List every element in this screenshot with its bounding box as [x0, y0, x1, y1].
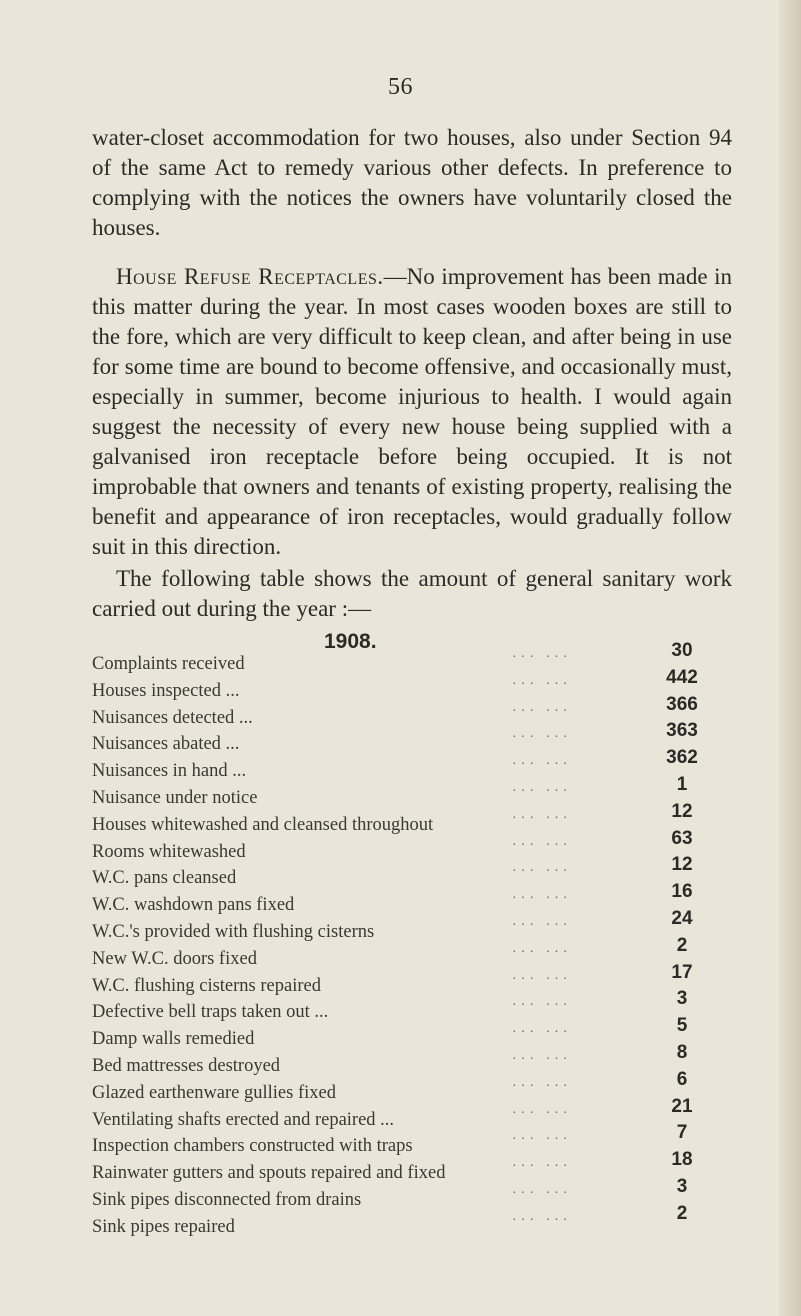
row-leader-dots: ··· ··· [512, 837, 572, 853]
paragraph-2 [92, 262, 732, 562]
row-label: Houses whitewashed and cleansed throughout [92, 814, 434, 835]
row-leader-dots: ··· ··· [512, 783, 572, 799]
row-leader-dots: ··· ··· [512, 971, 572, 987]
row-label: Ventilating shafts erected and repaired ... [92, 1109, 395, 1130]
row-value: 63 [671, 827, 693, 849]
row-label: Nuisances abated ... [92, 734, 240, 755]
row-value: 363 [666, 720, 698, 742]
row-value: 442 [666, 666, 698, 688]
row-value: 12 [671, 800, 693, 822]
row-leader-dots: ··· ··· [512, 1051, 572, 1067]
row-value: 362 [666, 747, 698, 769]
row-label: W.C.'s provided with flushing cisterns [92, 921, 375, 942]
row-value: 6 [676, 1068, 688, 1090]
row-leader-dots: ··· ··· [512, 1078, 572, 1094]
page-edge [779, 0, 801, 1316]
row-label: Sink pipes disconnected from drains [92, 1189, 362, 1210]
row-value: 1 [676, 773, 688, 795]
row-value: 366 [666, 693, 698, 715]
row-label: Complaints received [92, 654, 245, 674]
row-leader-dots: ··· ··· [512, 1159, 572, 1175]
row-label: Nuisances in hand ... [92, 761, 247, 782]
row-value: 24 [671, 907, 693, 929]
row-value: 8 [676, 1041, 688, 1063]
row-leader-dots: ··· ··· [512, 757, 572, 773]
row-label: Nuisance under notice [92, 787, 258, 808]
row-value: 16 [671, 881, 693, 903]
row-leader-dots: ··· ··· [512, 1212, 572, 1228]
row-leader-dots: ··· ··· [512, 810, 572, 826]
row-label: Sink pipes repaired [92, 1216, 235, 1237]
row-label: W.C. pans cleansed [92, 868, 237, 889]
row-value: 2 [676, 1202, 688, 1224]
row-label: Nuisances detected ... [92, 707, 253, 728]
row-value: 12 [671, 854, 693, 876]
row-value: 17 [671, 961, 693, 983]
row-value: 18 [671, 1149, 693, 1171]
row-leader-dots: ··· ··· [512, 1132, 572, 1148]
row-value: 3 [676, 988, 688, 1010]
row-leader-dots: ··· ··· [512, 864, 572, 880]
row-value: 3 [676, 1175, 688, 1197]
row-label: Damp walls remedied [92, 1029, 255, 1050]
row-leader-dots: ··· ··· [512, 676, 572, 692]
row-value: 21 [671, 1095, 693, 1117]
table-year: 1908. [324, 630, 377, 653]
row-leader-dots: ··· ··· [512, 703, 572, 719]
paragraph-2-text: —No improvement has been made in this matter during the year. In most cases wooden boxes are still to the fore, which are very difficult to keep clean, and after being in use for some time are bound to become offensive, and occasionally must, especially in summer, become injurious to health. I would again suggest the necessity of every new house being supplied with a galvanised iron receptacle before being occupied. It is not improbable that owners and tenants of existing property, realising the benefit and appearance of iron receptacles, would gradually follow suit in this direction. [92, 264, 732, 559]
row-label: Rainwater gutters and spouts repaired and fixed [92, 1163, 446, 1184]
row-leader-dots: ··· ··· [512, 1105, 572, 1121]
row-leader-dots: ··· ··· [512, 650, 572, 665]
row-leader-dots: ··· ··· [512, 944, 572, 960]
row-leader-dots: ··· ··· [512, 1025, 572, 1041]
row-value: 7 [676, 1122, 688, 1144]
row-value: 5 [676, 1015, 688, 1037]
paragraph-1: water-closet accommodation for two houses, also under Section 94 of the same Act to remedy various other defects. In preference to complying with the notices the owners have voluntarily closed the houses. [92, 125, 732, 240]
page-number: 56 [388, 74, 413, 100]
row-label: Defective bell traps taken out ... [92, 1002, 329, 1023]
row-label: Houses inspected ... [92, 680, 240, 701]
row-leader-dots: ··· ··· [512, 917, 572, 933]
row-value: 2 [676, 934, 688, 956]
row-leader-dots: ··· ··· [512, 1185, 572, 1201]
row-leader-dots: ··· ··· [512, 998, 572, 1014]
row-label: Glazed earthenware gullies fixed [92, 1082, 336, 1103]
row-label: New W.C. doors fixed [92, 948, 257, 969]
row-value: 30 [671, 640, 693, 661]
row-leader-dots: ··· ··· [512, 891, 572, 907]
paragraph-3: The following table shows the amount of general sanitary work carried out during the year :— [92, 566, 732, 621]
table-row [92, 1202, 732, 1244]
row-label: W.C. washdown pans fixed [92, 895, 295, 916]
row-label: W.C. flushing cisterns repaired [92, 975, 321, 996]
row-label: Inspection chambers constructed with traps [92, 1136, 413, 1157]
row-label: Rooms whitewashed [92, 841, 246, 862]
row-label: Bed mattresses destroyed [92, 1055, 281, 1076]
row-leader-dots: ··· ··· [512, 730, 572, 746]
section-heading: House Refuse Receptacles. [116, 264, 384, 289]
